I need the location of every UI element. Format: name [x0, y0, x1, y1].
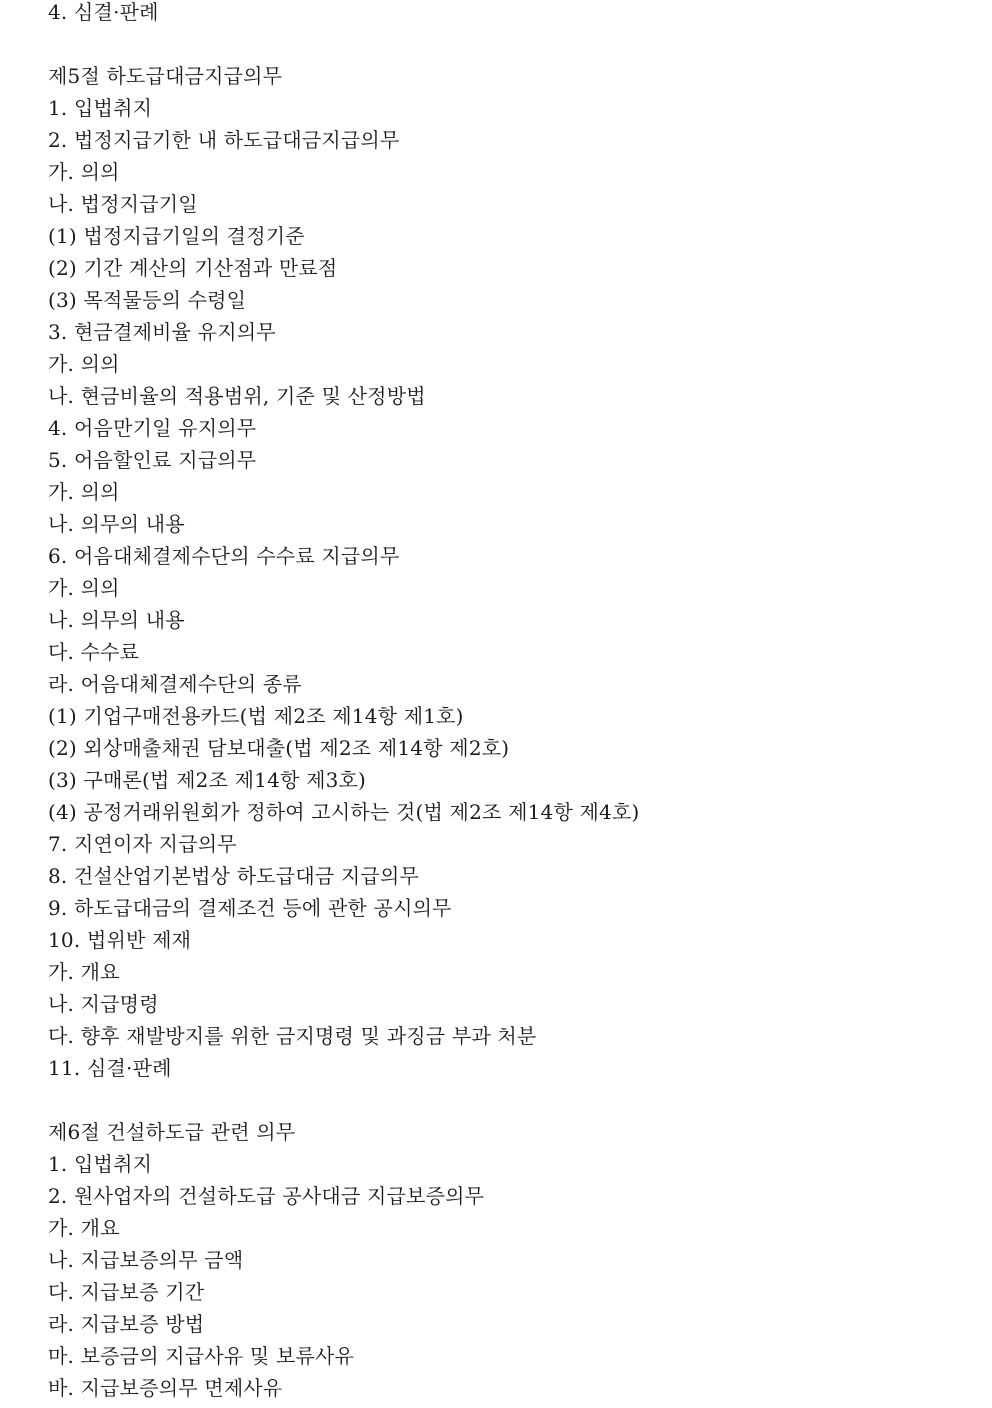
outline-line: 다. 수수료: [48, 640, 140, 664]
outline-line: 제5절 하도급대금지급의무: [48, 64, 283, 88]
outline-line: 1. 입법취지: [48, 96, 153, 120]
outline-line: 9. 하도급대금의 결제조건 등에 관한 공시의무: [48, 896, 452, 920]
outline-line: 10. 법위반 제재: [48, 928, 192, 952]
outline-line: 가. 개요: [48, 960, 120, 984]
outline-line: 나. 의무의 내용: [48, 608, 185, 632]
outline-line: 다. 향후 재발방지를 위한 금지명령 및 과징금 부과 처분: [48, 1024, 537, 1048]
outline-line: 나. 의무의 내용: [48, 512, 185, 536]
outline-line: 가. 의의: [48, 576, 120, 600]
outline-line: 11. 심결·판례: [48, 1056, 172, 1080]
outline-line: 6. 어음대체결제수단의 수수료 지급의무: [48, 544, 400, 568]
outline-line: 7. 지연이자 지급의무: [48, 832, 237, 856]
outline-line: 5. 어음할인료 지급의무: [48, 448, 257, 472]
document-page: [48, 0, 948, 1408]
outline-line: (1) 법정지급기일의 결정기준: [48, 224, 305, 248]
outline-line: 4. 어음만기일 유지의무: [48, 416, 257, 440]
blank-line: [48, 1088, 948, 1120]
outline-line: 나. 현금비율의 적용범위, 기준 및 산정방법: [48, 384, 426, 408]
outline-line: 4. 심결·판례: [48, 0, 159, 24]
outline-line: (2) 외상매출채권 담보대출(법 제2조 제14항 제2호): [48, 736, 510, 760]
outline-line: 나. 법정지급기일: [48, 192, 198, 216]
outline-line: 2. 법정지급기한 내 하도급대금지급의무: [48, 128, 400, 152]
outline-line: 가. 의의: [48, 160, 120, 184]
outline-line: (1) 기업구매전용카드(법 제2조 제14항 제1호): [48, 704, 464, 728]
outline-line: 나. 지급명령: [48, 992, 159, 1016]
outline-line: 가. 개요: [48, 1216, 120, 1240]
outline-line: 마. 보증금의 지급사유 및 보류사유: [48, 1344, 355, 1368]
outline-line: 3. 현금결제비율 유지의무: [48, 320, 276, 344]
blank-line: [48, 32, 948, 64]
outline-line: 라. 어음대체결제수단의 종류: [48, 672, 302, 696]
outline-line: 2. 원사업자의 건설하도급 공사대금 지급보증의무: [48, 1184, 485, 1208]
outline-line: 다. 지급보증 기간: [48, 1280, 205, 1304]
outline-line: (3) 구매론(법 제2조 제14항 제3호): [48, 768, 367, 792]
outline-line: 나. 지급보증의무 금액: [48, 1248, 244, 1272]
outline-line: 가. 의의: [48, 480, 120, 504]
outline-line: 제6절 건설하도급 관련 의무: [48, 1120, 296, 1144]
outline-line: 라. 지급보증 방법: [48, 1312, 205, 1336]
outline-line: 1. 입법취지: [48, 1152, 153, 1176]
outline-line: (2) 기간 계산의 기산점과 만료점: [48, 256, 338, 280]
outline-line: 바. 지급보증의무 면제사유: [48, 1376, 283, 1400]
outline-line: 8. 건설산업기본법상 하도급대금 지급의무: [48, 864, 419, 888]
outline-line: 가. 의의: [48, 352, 120, 376]
outline-line: (4) 공정거래위원회가 정하여 고시하는 것(법 제2조 제14항 제4호): [48, 800, 640, 824]
outline-line: (3) 목적물등의 수령일: [48, 288, 247, 312]
